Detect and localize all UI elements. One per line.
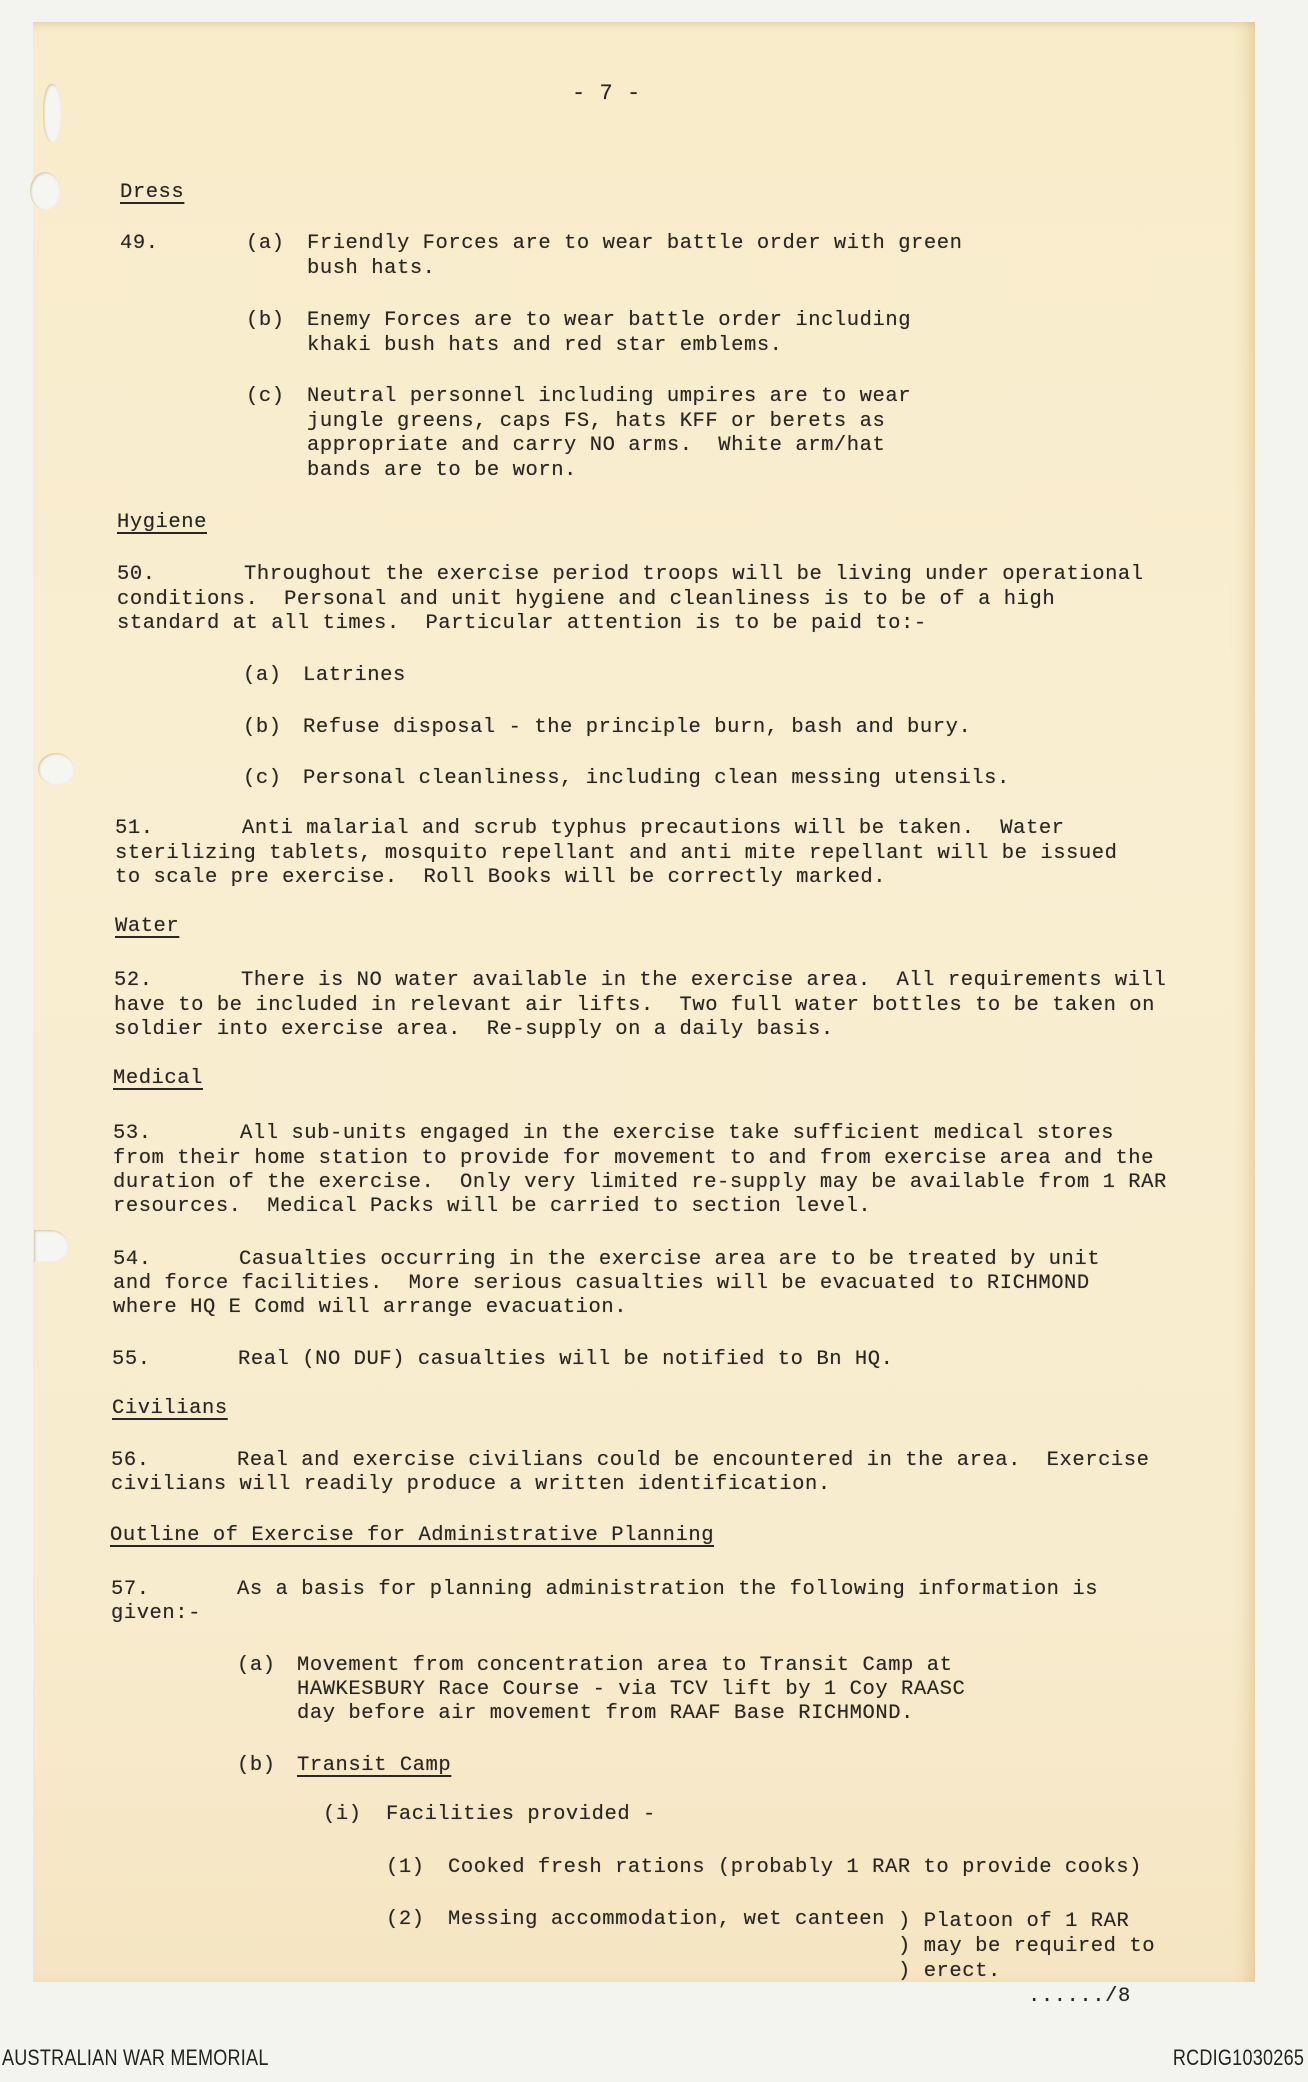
paragraph-number: 54. [113, 1248, 152, 1271]
section-heading-outline: Outline of Exercise for Administrative Planning [110, 1524, 715, 1547]
paragraph-line: standard at all times. Particular attention is to be paid to:- [117, 612, 927, 635]
footer-archive-name: AUSTRALIAN WAR MEMORIAL [2, 2045, 269, 2070]
list-item: Personal cleanliness, including clean messing utensils. [303, 767, 1010, 790]
paragraph-line: khaki bush hats and red star emblems. [307, 334, 783, 357]
item-label: (2) [386, 1908, 425, 1931]
paragraph-number: 53. [113, 1122, 152, 1145]
paragraph-number: 52. [114, 969, 153, 992]
bracket-note-line: ) may be required to [898, 1935, 1156, 1958]
section-heading-civilians: Civilians [112, 1397, 228, 1420]
footer-record-id: RCDIG1030265 [1172, 2045, 1304, 2070]
list-item: Messing accommodation, wet canteen [448, 1908, 885, 1931]
section-heading-hygiene: Hygiene [117, 511, 207, 534]
list-item: Refuse disposal - the principle burn, bash and bury. [303, 716, 972, 739]
punch-hole [43, 84, 61, 142]
continuation-marker: ....../8 [1028, 1985, 1131, 2008]
paragraph-line: bush hats. [307, 257, 436, 280]
paragraph-number: 49. [120, 232, 159, 255]
paragraph-number: 55. [112, 1348, 151, 1371]
punch-hole [34, 1230, 68, 1262]
paragraph-number: 51. [115, 817, 154, 840]
paragraph-line: As a basis for planning administration the following information is [237, 1578, 1099, 1601]
paragraph-line: There is NO water available in the exercise area. All requirements will [241, 969, 1167, 992]
item-label: (1) [386, 1856, 425, 1879]
bracket-note-line: ) erect. [898, 1960, 1001, 1983]
paragraph-line: Anti malarial and scrub typhus precautions will be taken. Water [242, 817, 1065, 840]
paragraph-line: Movement from concentration area to Transit Camp at [297, 1654, 953, 1677]
paragraph-line: civilians will readily produce a written identification. [111, 1473, 831, 1496]
paragraph-line: Friendly Forces are to wear battle order with green [307, 232, 963, 255]
paragraph-line: where HQ E Comd will arrange evacuation. [113, 1296, 628, 1319]
section-heading-dress: Dress [120, 181, 185, 204]
paragraph-line: Real and exercise civilians could be encountered in the area. Exercise [237, 1449, 1150, 1472]
page-number: - 7 - [572, 81, 641, 106]
item-label: (c) [243, 767, 282, 790]
paragraph-number: 56. [111, 1449, 150, 1472]
paragraph-line: have to be included in relevant air lifts. Two full water bottles to be taken on [114, 994, 1156, 1017]
list-item: Facilities provided - [386, 1803, 656, 1826]
paragraph-number: 57. [111, 1578, 150, 1601]
item-label: (i) [323, 1803, 362, 1826]
paragraph-line: given:- [111, 1602, 201, 1625]
list-item: Latrines [303, 664, 406, 687]
section-heading-water: Water [115, 915, 180, 938]
item-label: (a) [237, 1654, 276, 1677]
paragraph-line: Enemy Forces are to wear battle order including [307, 309, 912, 332]
paragraph-number: 50. [117, 563, 156, 586]
paragraph-line: Real (NO DUF) casualties will be notified to Bn HQ. [238, 1348, 894, 1371]
paragraph-line: from their home station to provide for movement to and from exercise area and the [113, 1147, 1155, 1170]
list-item: Cooked fresh rations (probably 1 RAR to provide cooks) [448, 1856, 1143, 1879]
paragraph-line: duration of the exercise. Only very limited re-supply may be available from 1 RAR [113, 1171, 1167, 1194]
paragraph-line: sterilizing tablets, mosquito repellant and anti mite repellant will be issued [115, 842, 1118, 865]
paragraph-line: resources. Medical Packs will be carried to section level. [113, 1195, 872, 1218]
paragraph-line: to scale pre exercise. Roll Books will be correctly marked. [115, 866, 887, 889]
paragraph-line: All sub-units engaged in the exercise take sufficient medical stores [240, 1122, 1114, 1145]
paragraph-line: jungle greens, caps FS, hats KFF or berets as [307, 410, 886, 433]
paragraph-line: HAWKESBURY Race Course - via TCV lift by 1 Coy RAASC [297, 1678, 966, 1701]
item-label: (c) [246, 385, 285, 408]
item-label: (a) [243, 664, 282, 687]
paragraph-line: conditions. Personal and unit hygiene and cleanliness is to be of a high [117, 588, 1056, 611]
punch-hole [30, 172, 60, 210]
paragraph-line: Neutral personnel including umpires are to wear [307, 385, 912, 408]
section-heading-medical: Medical [113, 1067, 203, 1090]
item-label: (b) [246, 309, 285, 332]
subheading-transit-camp: Transit Camp [297, 1754, 452, 1777]
paragraph-line: Casualties occurring in the exercise area are to be treated by unit [239, 1248, 1101, 1271]
bracket-note-line: ) Platoon of 1 RAR [898, 1910, 1130, 1933]
paragraph-line: soldier into exercise area. Re-supply on a daily basis. [114, 1018, 834, 1041]
paragraph-line: appropriate and carry NO arms. White arm/hat [307, 434, 886, 457]
paragraph-line: bands are to be worn. [307, 459, 577, 482]
item-label: (b) [237, 1754, 276, 1777]
paragraph-line: and force facilities. More serious casualties will be evacuated to RICHMOND [113, 1272, 1090, 1295]
paragraph-line: Throughout the exercise period troops will be living under operational [244, 563, 1144, 586]
paragraph-line: day before air movement from RAAF Base RICHMOND. [297, 1702, 914, 1725]
item-label: (a) [246, 232, 285, 255]
item-label: (b) [243, 716, 282, 739]
punch-hole [38, 753, 74, 785]
